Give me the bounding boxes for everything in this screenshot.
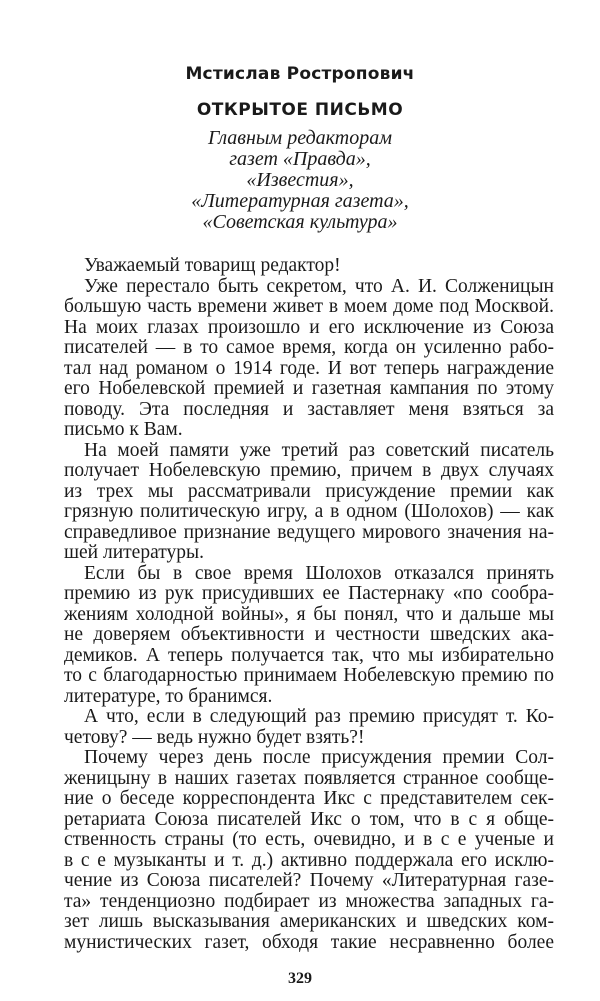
text-line: премию из рук присудивших ее Пастернаку «по сообра- <box>64 583 554 604</box>
text-line: в с е музыканты и т. д.) активно поддержала его исклю- <box>64 849 554 871</box>
text-line: получает Нобелевскую премию, причем в двух случаях <box>64 460 554 481</box>
addressee-line: «Известия», <box>246 169 354 191</box>
text-line: то с благодарностью принимаем Нобелевскую премию по <box>64 665 554 686</box>
addressee-line: Главным редакторам <box>208 127 392 149</box>
text-line: демиков. А теперь получается так, что мы избирательно <box>64 644 554 666</box>
text-line: На моих глазах произошло и его исключение из Союза <box>64 316 554 338</box>
text-line: большую часть времени живет в моем доме под Москвой. <box>64 296 554 317</box>
text-line: справедливое признание ведущего мирового значения на- <box>64 521 554 543</box>
text-line: жениям холодной войны», я бы понял, что и дальше мы <box>64 603 554 625</box>
text-line: письмо к Вам. <box>64 419 183 440</box>
text-line: не доверяем объективности и честности шведских ака- <box>64 624 554 645</box>
text-line: ретариата Союза писателей Икс о том, что в с я обще- <box>64 808 554 830</box>
text-line: чение из Союза писателей? Почему «Литературная газе- <box>64 870 554 891</box>
text-line: Уже перестало быть секретом, что А. И. Солженицын <box>84 275 554 297</box>
addressee-line: газет «Правда», <box>229 148 371 170</box>
letter-body <box>64 256 554 953</box>
addressees-block <box>0 128 600 233</box>
text-line: ние о беседе корреспондента Икс с представителем сек- <box>64 788 554 809</box>
page-number: 329 <box>288 970 312 987</box>
text-line: четову? — ведь нужно будет взять?! <box>64 726 365 748</box>
text-line: поводу. Эта последняя и заставляет меня взяться за <box>64 398 554 420</box>
text-line: из трех мы рассматривали присуждение премии как <box>64 480 554 502</box>
text-line: его Нобелевской премией и газетная кампания по этому <box>64 378 554 399</box>
addressee-line: «Советская культура» <box>202 211 398 233</box>
text-line: литературе, то бранимся. <box>64 685 273 707</box>
addressee-line: «Литературная газета», <box>191 190 409 212</box>
text-line: Если бы в свое время Шолохов отказался принять <box>84 562 554 584</box>
text-line: та» тенденциозно подбирает из множества западных га- <box>64 890 554 912</box>
text-line: А что, если в следующий раз премию присудят т. Ко- <box>84 706 554 727</box>
text-line: женицыну в наших газетах появляется странное сообще- <box>64 767 554 789</box>
text-line: тал над романом о 1914 годе. И вот теперь награждение <box>64 357 554 379</box>
text-line: Почему через день после присуждения премии Сол- <box>84 747 554 768</box>
text-line: грязную политическую игру, а в одном (Шолохов) — как <box>64 501 554 522</box>
text-line: Уважаемый товарищ редактор! <box>84 255 341 276</box>
text-line: мунистических газет, обходя такие несравненно более <box>64 931 554 953</box>
text-line: шей литературы. <box>64 542 204 563</box>
text-line: писателей — в то самое время, когда он усиленно рабо- <box>64 337 554 358</box>
author-name: Мстислав Ростропович <box>185 64 415 84</box>
text-line: ственность страны (то есть, очевидно, и в с е ученые и <box>64 829 554 850</box>
text-line: зет лишь высказывания американских и шведских ком- <box>64 911 554 932</box>
text-line: На моей памяти уже третий раз советский писатель <box>84 439 554 461</box>
document-title: ОТКРЫТОЕ ПИСЬМО <box>196 100 404 120</box>
